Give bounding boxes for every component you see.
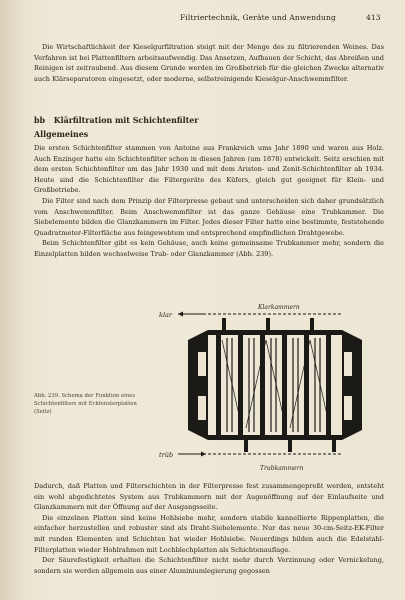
filter-schematic	[156, 300, 386, 476]
body-top	[34, 143, 384, 260]
paragraph-2: Die Filter sind nach dem Prinzip der Filterpresse gebaut und unterscheiden sich daher grundsätzlich vom Anschwemmfilter. Beim Anschwemmfilter ist das ganze Gehäuse eine Trubkammer. Die Siebelemente bilden die Glanzkammern im Filter. Jedes dieser Filter hatte eine bestimmte, feststehende Quadratmeter-Filterfläche aus feingewebtem und entsprechend empfindlichen Drahtgewebe.	[34, 196, 384, 237]
label-klarkammern: Klarkammern	[258, 304, 300, 311]
section-number: bb	[34, 116, 46, 125]
label-trueb: trüb	[159, 451, 174, 459]
label-klar: klar	[159, 311, 172, 319]
paragraph-6: Der Säurefestigkeit erhalten die Schichtenfilter nicht mehr durch Verzinnung oder Vernickelung, sondern sie werden allgemein aus einer Aluminiumlegierung gegossen	[34, 556, 384, 575]
filter-diagram	[156, 300, 386, 476]
header-title: Filtriertechnik, Geräte und Anwendung	[180, 13, 336, 22]
bottom-rail	[208, 435, 342, 440]
body-bottom	[34, 481, 384, 576]
section-title: Klärfiltration mit Schichtenfilter	[53, 116, 199, 125]
paragraph-5: Die einzelnen Platten sind keine Hohlsiebe mehr, sondern stabile kannellierte Rippenplatten, die einfacher herzustellen und robuster sind als Draht-Siebelemente. Nur das neue 30-cm-Seitz-EK-Filter mit runden Elementen und Schichten hat wieder Hohlsiebe. Neuerdings bilden auch die Edelstahl-Filterplatten wieder Hohlrahmen mit Lochblechplatten als Schichtenauflage.	[34, 513, 384, 554]
subsection-heading: Allgemeines	[34, 130, 89, 139]
left-end-plate	[188, 330, 208, 440]
figure-caption: Abb. 239. Schema der Funktion eines Schichtenfilters mit Eckfensterplatten (Seitz)	[34, 393, 137, 415]
intro-paragraph: Die Wirtschaftlichkeit der Kieselgurfiltration steigt mit der Menge des zu filtrierenden Weines. Das Verfahren ist bei Plattenfiltern arbeitsaufwendig. Das Ansetzen, Aufbauen der Schicht, das Abreißen und Reinigen ist zeitraubend. Aus diesem Grunde werden im Großbetrieb für die gleichen Zwecke alternativ auch Klärseparatoren eingesetzt, oder moderne, selbstreinigende Kieselgur-Anschwemmfilter.	[34, 43, 384, 83]
clear-outlet-arrow	[178, 312, 183, 317]
filter-plates	[216, 330, 331, 440]
paragraph-1: Die ersten Schichtenfilter stammen von Antoine aus Frankreich ums Jahr 1890 und waren aus Holz. Auch Enzinger hatte ein Schichtenfilter schon in diesen Jahren (um 1878) entwickelt. Seitz erschien mit dem ersten Schichtenfilter um das Jahr 1930 und mit dem Ariston- und Zenit-Schichtenfilter ab 1934. Heute sind die Schichtenfilter die Filtergeräte des Küfers, gleich gut geeignet für Klein- und Großbetriebe.	[34, 144, 384, 195]
intro-block	[34, 42, 384, 84]
left-end-window-top	[198, 352, 206, 376]
paragraph-4: Dadurch, daß Platten und Filterschichten in der Filterpresse fest zusammengepreßt werden, entsteht ein wohl abgedichtetes System aus Trubkammern mit der Augenöffnung auf der Einlaufseite und Glanzkammern mit der Öffnung auf der Ausgangsseite.	[34, 482, 384, 512]
turbid-inlet-arrow	[201, 452, 206, 457]
section-heading	[34, 116, 198, 125]
label-trubkammern: Trubkammern	[260, 465, 304, 472]
right-end-window-bottom	[344, 396, 352, 420]
left-end-window-bottom	[198, 396, 206, 420]
right-end-plate	[342, 330, 362, 440]
paragraph-3: Beim Schichtenfilter gibt es kein Gehäuse, auch keine gemeinsame Trubkammer mehr, sondern die Einzelplatten bilden wechselweise Trub- oder Glanzkammer (Abb. 239).	[34, 239, 384, 258]
top-rail	[208, 330, 342, 335]
running-header	[0, 13, 405, 27]
right-end-window-top	[344, 352, 352, 376]
page-number: 413	[366, 13, 381, 22]
